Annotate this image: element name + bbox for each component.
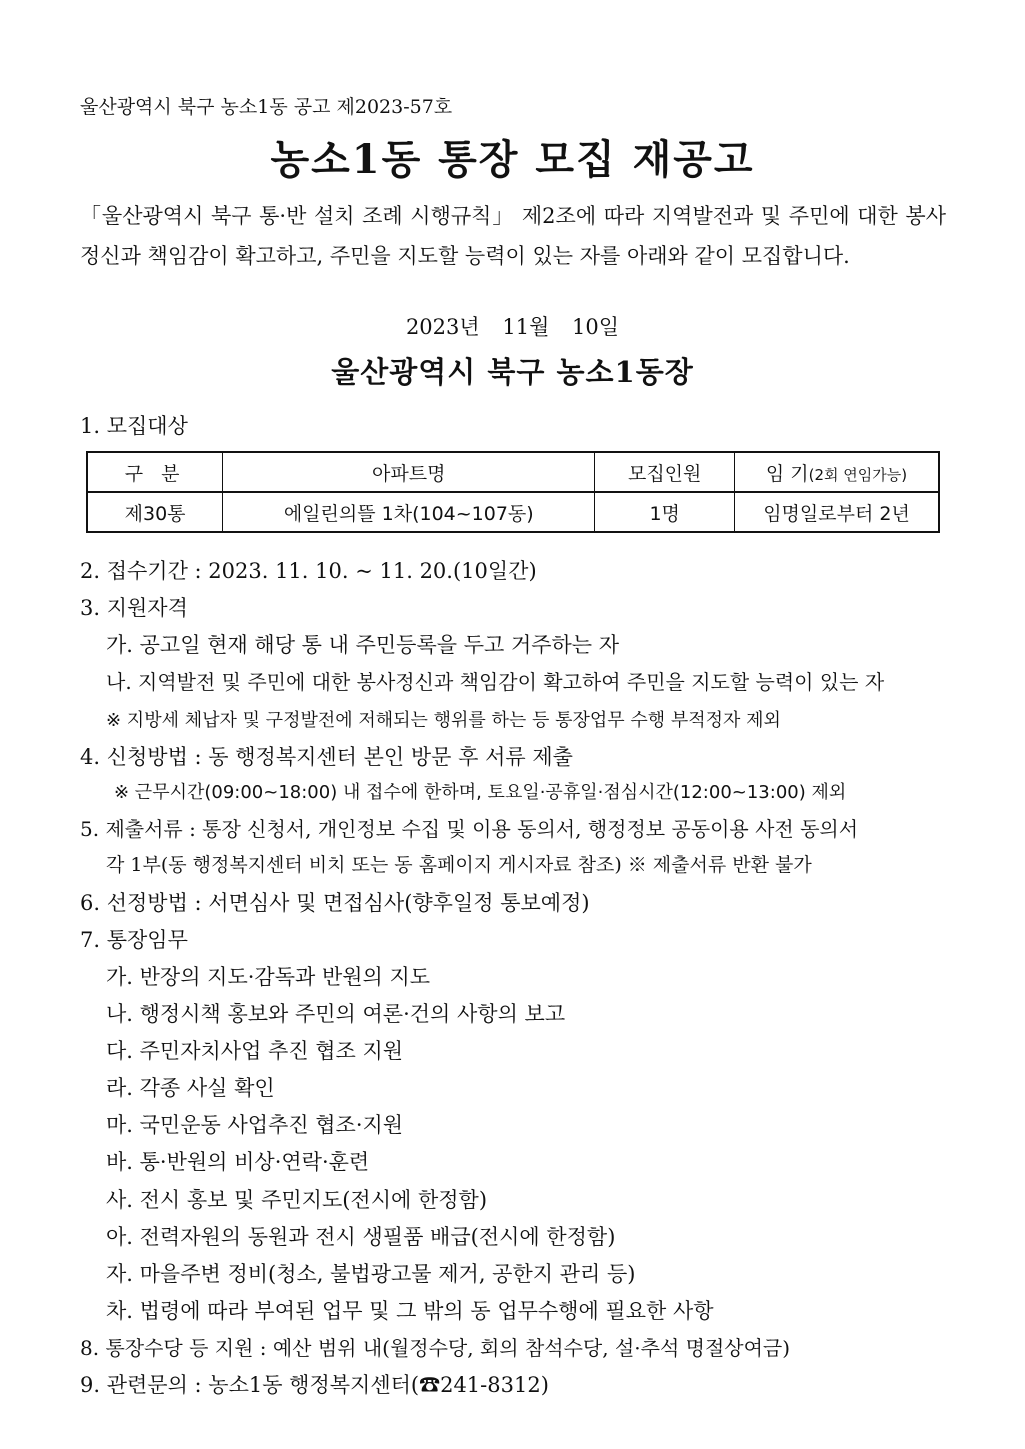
table-header-row — [87, 452, 939, 492]
cell-term: 임명일로부터 2년 — [735, 492, 940, 532]
cell-division: 제30통 — [87, 492, 223, 532]
section-9: 9. 관련문의 : 농소1동 행정복지센터(☎241-8312) — [80, 1373, 549, 1397]
issuer: 울산광역시 북구 농소1동장 — [331, 355, 694, 389]
section-6: 6. 선정방법 : 서면심사 및 면접심사(향후일정 통보예정) — [80, 891, 590, 915]
section-3b: 나. 지역발전 및 주민에 대한 봉사정신과 책임감이 확고하여 주민을 지도할 능력이 있는 자 — [106, 670, 885, 694]
duty-item: 가. 반장의 지도·감독과 반원의 지도 — [106, 965, 431, 989]
header-term-label: 임 기 — [765, 462, 809, 485]
duty-item: 다. 주민자치사업 추진 협조 지원 — [106, 1039, 404, 1063]
section-5b: 각 1부(동 행정복지센터 비치 또는 동 홈페이지 게시자료 참조) ※ 제출서류 반환 불가 — [106, 854, 812, 876]
section-4: 4. 신청방법 : 동 행정복지센터 본인 방문 후 서류 제출 — [80, 745, 573, 769]
duty-item: 사. 전시 홍보 및 주민지도(전시에 한정함) — [106, 1188, 488, 1212]
section-5: 5. 제출서류 : 통장 신청서, 개인정보 수집 및 이용 동의서, 행정정보 공동이용 사전 동의서 — [80, 817, 859, 841]
section-3a: 가. 공고일 현재 해당 통 내 주민등록을 두고 거주하는 자 — [106, 633, 620, 657]
cell-apartment: 에일린의뜰 1차(104~107동) — [223, 492, 595, 532]
section-4-note: ※ 근무시간(09:00~18:00) 내 접수에 한하며, 토요일·공휴일·점심시간(12:00~13:00) 제외 — [114, 782, 847, 803]
recruitment-table — [86, 451, 940, 533]
section-3-note: ※ 지방세 체납자 및 구정발전에 저해되는 행위를 하는 등 통장업무 수행 부적정자 제외 — [106, 710, 781, 731]
duty-item: 자. 마을주변 정비(청소, 불법광고물 제거, 공한지 관리 등) — [106, 1262, 636, 1286]
notice-number: 울산광역시 북구 농소1동 공고 제2023-57호 — [80, 96, 453, 118]
section-2: 2. 접수기간 : 2023. 11. 10. ~ 11. 20.(10일간) — [80, 559, 537, 583]
section-8: 8. 통장수당 등 지원 : 예산 범위 내(월정수당, 회의 참석수당, 설·추석 명절상여금) — [80, 1336, 791, 1360]
notice-date: 2023년 11월 10일 — [405, 315, 620, 339]
header-division: 구 분 — [87, 452, 223, 492]
duty-item: 라. 각종 사실 확인 — [106, 1076, 275, 1100]
table-row — [87, 492, 939, 532]
header-term — [735, 452, 940, 492]
duty-item: 나. 행정시책 홍보와 주민의 여론·건의 사항의 보고 — [106, 1002, 566, 1026]
header-apartment: 아파트명 — [223, 452, 595, 492]
header-term-note: (2회 연임가능) — [808, 465, 908, 484]
header-recruit-count: 모집인원 — [595, 452, 735, 492]
page-title: 농소1동 통장 모집 재공고 — [270, 136, 755, 183]
section-1-heading: 1. 모집대상 — [80, 414, 188, 438]
duty-item: 차. 법령에 따라 부여된 업무 및 그 밖의 동 업무수행에 필요한 사항 — [106, 1299, 714, 1323]
section-7-heading: 7. 통장임무 — [80, 928, 188, 952]
duty-item: 바. 통·반원의 비상·연락·훈련 — [106, 1150, 370, 1174]
cell-recruit-count: 1명 — [595, 492, 735, 532]
intro-paragraph: 「울산광역시 북구 통·반 설치 조례 시행규칙」 제2조에 따라 지역발전과 및 주민에 대한 봉사정신과 책임감이 확고하고, 주민을 지도할 능력이 있는 자를 아래와 같이 모집합니다. — [80, 204, 946, 268]
duty-item: 아. 전력자원의 동원과 전시 생필품 배급(전시에 한정함) — [106, 1225, 616, 1249]
section-3-heading: 3. 지원자격 — [80, 596, 188, 620]
duty-item: 마. 국민운동 사업추진 협조·지원 — [106, 1113, 404, 1137]
